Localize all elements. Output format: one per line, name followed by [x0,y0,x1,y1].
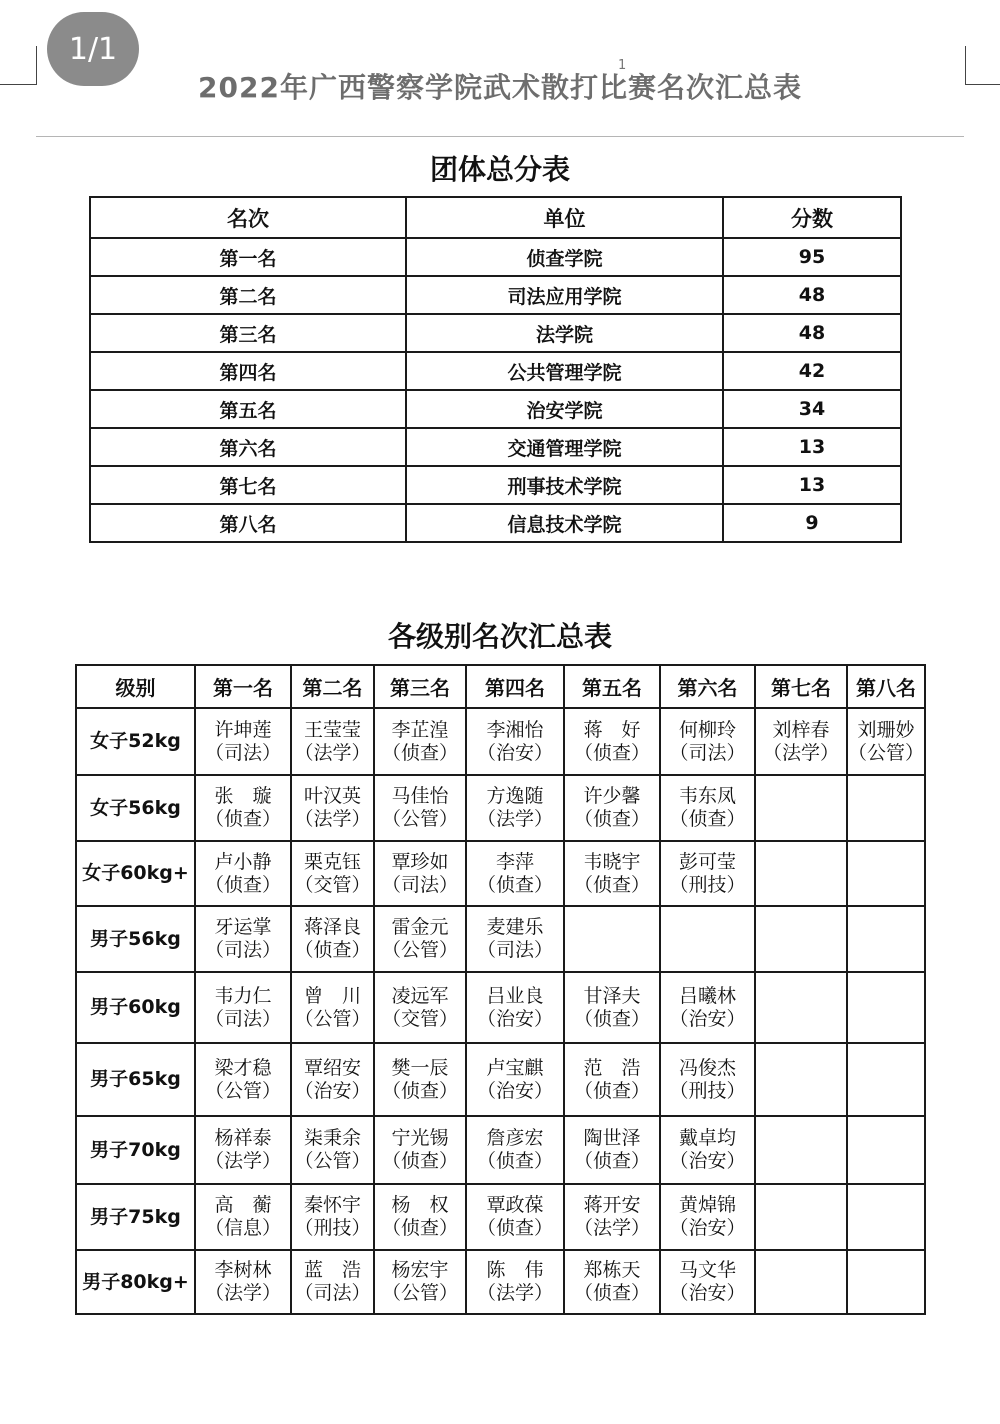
athlete-unit: （侦查） [204,808,281,830]
score-cell: 9 [723,504,901,542]
athlete-name: 韦东凤 [678,785,736,807]
column-header: 第三名 [374,665,466,708]
placing-cell [466,1184,564,1250]
placing-cell [755,1116,847,1184]
team-table-title: 团体总分表 [429,153,570,186]
column-header: 第四名 [466,665,564,708]
athlete-unit: （侦查） [573,808,650,830]
page-number: 1 [618,58,627,73]
athlete-unit: （侦查） [381,1079,458,1102]
table-row [76,775,925,841]
athlete-name: 梁才稳 [214,1056,272,1079]
placing-cell [847,972,925,1043]
placing-cell [660,1116,755,1184]
table-row [90,352,901,390]
athlete-unit: （法学） [573,1217,650,1239]
unit-cell: 信息技术学院 [406,504,723,542]
header-divider [36,136,964,137]
column-header: 第五名 [564,665,660,708]
rank-cell: 第八名 [90,504,406,542]
athlete-name: 王莹莹 [303,718,361,741]
rank-cell: 第一名 [90,238,406,276]
column-header: 第一名 [195,665,291,708]
placing-cell [374,906,466,972]
athlete-unit: （治安） [669,1217,746,1239]
placing-cell [374,972,466,1043]
athlete-name: 韦晓宇 [583,850,641,873]
placing-cell [564,1043,660,1116]
table-row [76,708,925,775]
placing-cell [564,972,660,1043]
placing-cell [466,841,564,906]
athlete-name: 刘珊妙 [857,718,915,741]
athlete-unit: （侦查） [381,1217,458,1239]
athlete-unit: （交管） [294,873,371,896]
athlete-unit: （治安） [294,1079,371,1102]
placing-cell [291,1250,374,1314]
placing-cell [291,841,374,906]
athlete-name: 韦力仁 [214,984,272,1007]
athlete-unit: （侦查） [476,873,553,896]
placing-cell [195,1184,291,1250]
athlete-unit: （公管） [381,808,458,830]
placing-cell [755,775,847,841]
athlete-name: 蒋开安 [583,1194,641,1216]
athlete-name: 何柳玲 [678,718,736,741]
athlete-unit: （治安） [669,1282,746,1304]
athlete-unit: （治安） [476,1079,553,1102]
athlete-name: 李树林 [214,1259,272,1281]
athlete-name: 曾 川 [303,984,361,1007]
score-cell: 48 [723,276,901,314]
placing-cell [195,708,291,775]
placing-cell [660,775,755,841]
table-row [90,428,901,466]
athlete-name: 范 浩 [583,1056,641,1079]
page-indicator: 1/1 [47,12,139,86]
athlete-name: 柒秉余 [303,1127,361,1149]
athlete-unit: （侦查） [204,873,281,896]
athlete-unit: （侦查） [381,1150,458,1172]
score-cell: 95 [723,238,901,276]
athlete-unit: （公管） [294,1150,371,1172]
placing-cell [755,708,847,775]
athlete-unit: （公管） [294,1007,371,1030]
athlete-unit: （侦查） [294,939,371,961]
athlete-unit: （刑技） [669,873,746,896]
table-header-row [76,665,925,708]
unit-cell: 法学院 [406,314,723,352]
athlete-unit: （治安） [669,1007,746,1030]
placing-cell [564,1250,660,1314]
placing-cell [466,708,564,775]
athlete-unit: （侦查） [573,1079,650,1102]
placing-cell [847,1043,925,1116]
athlete-name: 戴卓均 [678,1127,736,1149]
athlete-unit: （侦查） [573,741,650,764]
athlete-unit: （治安） [476,1007,553,1030]
athlete-unit: （司法） [381,873,458,896]
column-header: 第二名 [291,665,374,708]
placing-cell [564,906,660,972]
score-cell: 34 [723,390,901,428]
athlete-name: 杨 权 [391,1194,449,1216]
placing-cell [660,1184,755,1250]
athlete-unit: （公管） [381,939,458,961]
placing-cell [755,841,847,906]
score-cell: 13 [723,466,901,504]
athlete-name: 李芷湟 [391,718,449,741]
placing-cell [564,775,660,841]
athlete-name: 彭可莹 [678,850,736,873]
column-header: 分数 [723,197,901,238]
athlete-name: 凌远军 [391,984,449,1007]
athlete-name: 郑栋天 [583,1259,641,1281]
weight-class-cell: 女子60kg+ [76,841,195,906]
placing-cell [755,1250,847,1314]
table-row [76,1184,925,1250]
placing-cell [847,1184,925,1250]
athlete-unit: （公管） [848,741,925,764]
athlete-unit: （司法） [204,741,281,764]
table-row [76,1250,925,1314]
placing-cell [195,906,291,972]
athlete-unit: （刑技） [294,1217,371,1239]
placing-cell [660,708,755,775]
rank-cell: 第四名 [90,352,406,390]
weight-class-cell: 男子65kg [76,1043,195,1116]
athlete-unit: （侦查） [573,1150,650,1172]
athlete-name: 冯俊杰 [678,1056,736,1079]
placing-cell [847,708,925,775]
column-header: 单位 [406,197,723,238]
placing-cell [466,1043,564,1116]
placing-cell [660,841,755,906]
athlete-name: 麦建乐 [486,916,544,938]
table-row [90,390,901,428]
athlete-unit: （司法） [476,939,553,961]
placing-cell [195,1043,291,1116]
athlete-unit: （司法） [294,1282,371,1304]
placing-cell [374,1116,466,1184]
placing-cell [660,906,755,972]
score-cell: 48 [723,314,901,352]
athlete-unit: （法学） [294,741,371,764]
placing-cell [564,708,660,775]
document-title: 2022年广西警察学院武术散打比赛名次汇总表 [198,71,802,104]
athlete-name: 蓝 浩 [303,1259,361,1281]
placing-cell [755,1184,847,1250]
athlete-unit: （侦查） [476,1217,553,1239]
weight-class-cell: 男子80kg+ [76,1250,195,1314]
table-row [90,466,901,504]
athlete-unit: （司法） [204,939,281,961]
unit-cell: 公共管理学院 [406,352,723,390]
athlete-name: 蒋 好 [583,718,641,741]
athlete-name: 牙运掌 [214,916,272,938]
athlete-unit: （司法） [204,1007,281,1030]
placing-cell [755,1043,847,1116]
placing-cell [755,906,847,972]
weight-class-cell: 男子70kg [76,1116,195,1184]
level-ranking-table [75,664,926,1315]
athlete-unit: （侦查） [476,1150,553,1172]
athlete-name: 秦怀宇 [303,1194,361,1216]
athlete-name: 樊一辰 [391,1056,449,1079]
athlete-unit: （交管） [381,1007,458,1030]
placing-cell [564,841,660,906]
athlete-name: 吕曦林 [678,984,736,1007]
athlete-name: 张 璇 [214,785,272,807]
weight-class-cell: 男子56kg [76,906,195,972]
placing-cell [466,1250,564,1314]
placing-cell [660,972,755,1043]
rank-cell: 第七名 [90,466,406,504]
rank-cell: 第三名 [90,314,406,352]
athlete-unit: （公管） [381,1282,458,1304]
column-header: 级别 [76,665,195,708]
placing-cell [466,1116,564,1184]
placing-cell [291,708,374,775]
placing-cell [374,1250,466,1314]
athlete-name: 蒋泽良 [303,916,361,938]
column-header: 第六名 [660,665,755,708]
athlete-unit: （法学） [762,741,839,764]
placing-cell [374,708,466,775]
unit-cell: 交通管理学院 [406,428,723,466]
table-row [90,276,901,314]
unit-cell: 司法应用学院 [406,276,723,314]
table-row [76,1116,925,1184]
athlete-unit: （刑技） [669,1079,746,1102]
placing-cell [291,775,374,841]
athlete-name: 甘泽夫 [583,984,641,1007]
placing-cell [660,1250,755,1314]
column-header: 名次 [90,197,406,238]
athlete-unit: （法学） [204,1282,281,1304]
placing-cell [564,1116,660,1184]
athlete-name: 覃政葆 [486,1194,544,1216]
placing-cell [660,1043,755,1116]
weight-class-cell: 男子60kg [76,972,195,1043]
table-header-row [90,197,901,238]
placing-cell [195,1116,291,1184]
weight-class-cell: 女子52kg [76,708,195,775]
athlete-name: 覃珍如 [391,850,449,873]
placing-cell [195,1250,291,1314]
table-row [76,906,925,972]
athlete-name: 黄焯锦 [678,1194,736,1216]
athlete-name: 宁光锡 [391,1127,449,1149]
placing-cell [374,841,466,906]
placing-cell [195,775,291,841]
athlete-unit: （法学） [204,1150,281,1172]
athlete-unit: （治安） [669,1150,746,1172]
athlete-name: 陈 伟 [486,1259,544,1281]
unit-cell: 刑事技术学院 [406,466,723,504]
athlete-unit: （法学） [294,808,371,830]
placing-cell [466,906,564,972]
athlete-unit: （侦查） [573,873,650,896]
placing-cell [847,775,925,841]
placing-cell [374,1043,466,1116]
placing-cell [466,972,564,1043]
placing-cell [195,841,291,906]
placing-cell [847,1250,925,1314]
rank-cell: 第五名 [90,390,406,428]
athlete-name: 许坤莲 [214,718,272,741]
team-score-table [89,196,902,543]
athlete-name: 卢宝麒 [486,1056,544,1079]
placing-cell [374,775,466,841]
table-row [76,1043,925,1116]
table-row [90,238,901,276]
placing-cell [291,906,374,972]
athlete-name: 栗克钰 [303,850,361,873]
athlete-name: 杨祥泰 [214,1127,272,1149]
table-row [90,504,901,542]
placing-cell [291,972,374,1043]
placing-cell [291,1043,374,1116]
athlete-name: 卢小静 [214,850,272,873]
table-row [90,314,901,352]
athlete-unit: （公管） [204,1079,281,1102]
athlete-name: 覃绍安 [303,1056,361,1079]
athlete-name: 马文华 [678,1259,736,1281]
weight-class-cell: 男子75kg [76,1184,195,1250]
athlete-name: 李萍 [495,850,534,873]
athlete-name: 詹彦宏 [486,1127,544,1149]
athlete-unit: （信息） [204,1217,281,1239]
placing-cell [374,1184,466,1250]
athlete-unit: （侦查） [381,741,458,764]
placing-cell [291,1116,374,1184]
column-header: 第八名 [847,665,925,708]
placing-cell [847,841,925,906]
placing-cell [847,1116,925,1184]
athlete-name: 杨宏宇 [391,1259,449,1281]
table-row [76,841,925,906]
placing-cell [195,972,291,1043]
level-table-title: 各级别名次汇总表 [387,620,612,653]
placing-cell [755,972,847,1043]
unit-cell: 治安学院 [406,390,723,428]
weight-class-cell: 女子56kg [76,775,195,841]
athlete-unit: （侦查） [573,1007,650,1030]
placing-cell [291,1184,374,1250]
athlete-unit: （司法） [669,741,746,764]
athlete-name: 刘梓春 [772,718,830,741]
rank-cell: 第二名 [90,276,406,314]
table-row [76,972,925,1043]
athlete-name: 陶世泽 [583,1127,641,1149]
athlete-name: 许少馨 [583,785,641,807]
unit-cell: 侦查学院 [406,238,723,276]
placing-cell [466,775,564,841]
score-cell: 13 [723,428,901,466]
athlete-name: 雷金元 [391,916,449,938]
column-header: 第七名 [755,665,847,708]
athlete-name: 方逸随 [486,785,544,807]
score-cell: 42 [723,352,901,390]
rank-cell: 第六名 [90,428,406,466]
athlete-unit: （侦查） [573,1282,650,1304]
athlete-unit: （治安） [476,741,553,764]
athlete-name: 马佳怡 [391,785,449,807]
placing-cell [847,906,925,972]
athlete-unit: （法学） [476,808,553,830]
athlete-name: 叶汉英 [303,785,361,807]
athlete-name: 李湘怡 [486,718,544,741]
athlete-name: 吕业良 [486,984,544,1007]
athlete-name: 高 蘅 [214,1194,272,1216]
athlete-unit: （侦查） [669,808,746,830]
placing-cell [564,1184,660,1250]
athlete-unit: （法学） [476,1282,553,1304]
